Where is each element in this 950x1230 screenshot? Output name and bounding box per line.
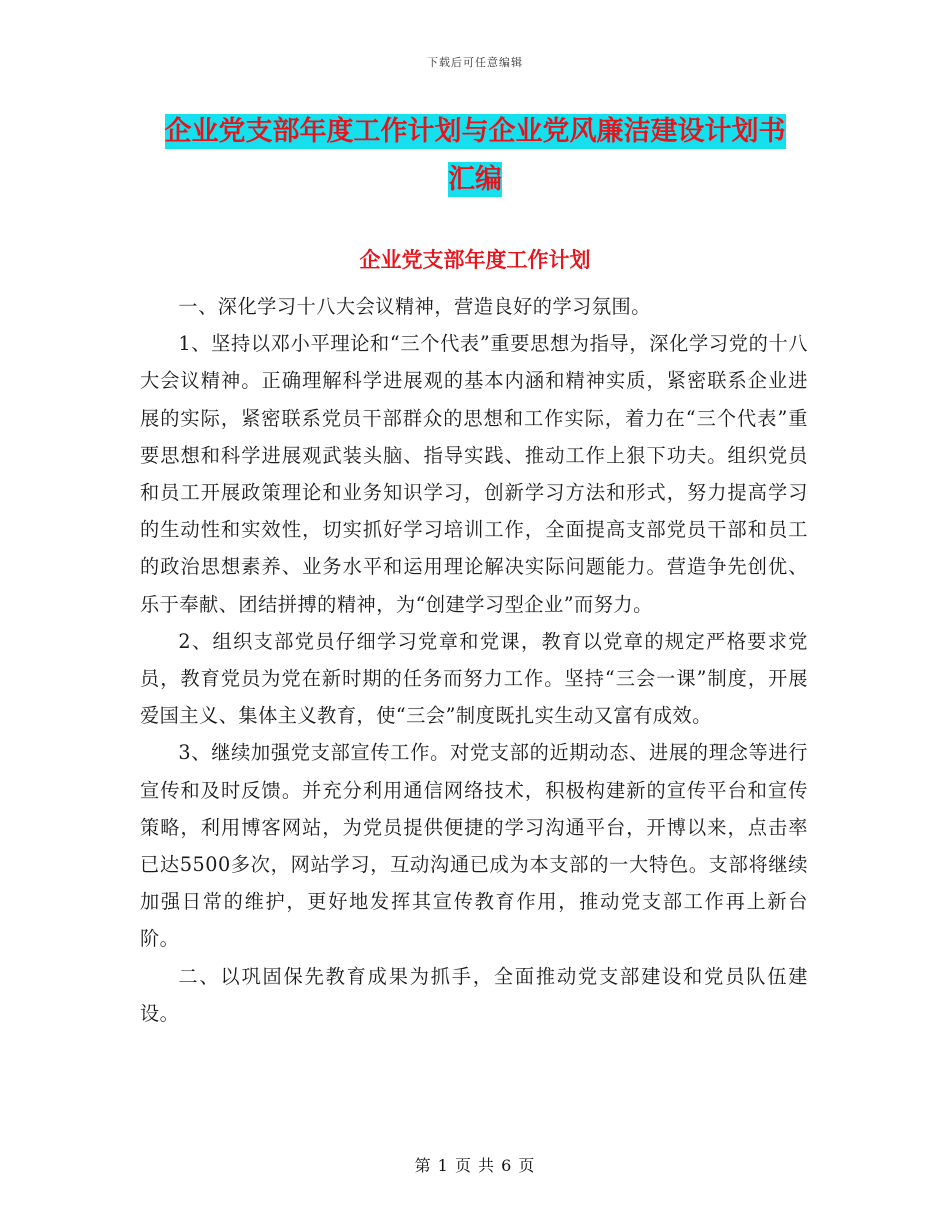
paragraph: 1、坚持以邓小平理论和“三个代表”重要思想为指导，深化学习党的十八大会议精神。正确理解科学进展观的基本内涵和精神实质，紧密联系企业进展的实际，紧密联系党员干部群众的思想和工作实际，着力在“三个代表”重要思想和科学进展观武装头脑、指导实践、推动工作上狠下功夫。组织党员和员工开展政策理论和业务知识学习，创新学习方法和形式，努力提高学习的生动性和实效性，切实抓好学习培训工作，全面提高支部党员干部和员工的政治思想素养、业务水平和运用理论解决实际问题能力。营造争先创优、乐于奉献、团结拼搏的精神，为“创建学习型企业”而努力。	[140, 332, 808, 616]
paragraph: 3、继续加强党支部宣传工作。对党支部的近期动态、进展的理念等进行宣传和及时反馈。并充分利用通信网络技术，积极构建新的宣传平台和宣传策略，利用博客网站，为党员提供便捷的学习沟通平台，开博以来，点击率已达5500多次，网站学习，互动沟通已成为本支部的一大特色。支部将继续加强日常的维护，更好地发挥其宣传教育作用，推动党支部工作再上新台阶。	[140, 741, 808, 951]
header-note: 下载后可任意编辑	[427, 56, 523, 69]
paragraph: 二、以巩固保先教育成果为抓手，全面推动党支部建设和党员队伍建设。	[140, 964, 808, 1025]
body-text	[140, 288, 808, 1032]
section-title: 企业党支部年度工作计划	[359, 248, 591, 272]
document-title-line-1: 企业党支部年度工作计划与企业党风廉洁建设计划书	[164, 116, 786, 147]
document-title	[150, 108, 800, 204]
page-number: 第 1 页 共 6 页	[414, 1156, 536, 1175]
paragraph: 2、组织支部党员仔细学习党章和党课，教育以党章的规定严格要求党员，教育党员为党在新时期的任务而努力工作。坚持“三会一课”制度，开展爱国主义、集体主义教育，使“三会”制度既扎实生动又富有成效。	[140, 629, 808, 728]
document-title-line-2: 汇编	[448, 164, 502, 195]
paragraph: 一、深化学习十八大会议精神，营造良好的学习氛围。	[178, 295, 651, 318]
